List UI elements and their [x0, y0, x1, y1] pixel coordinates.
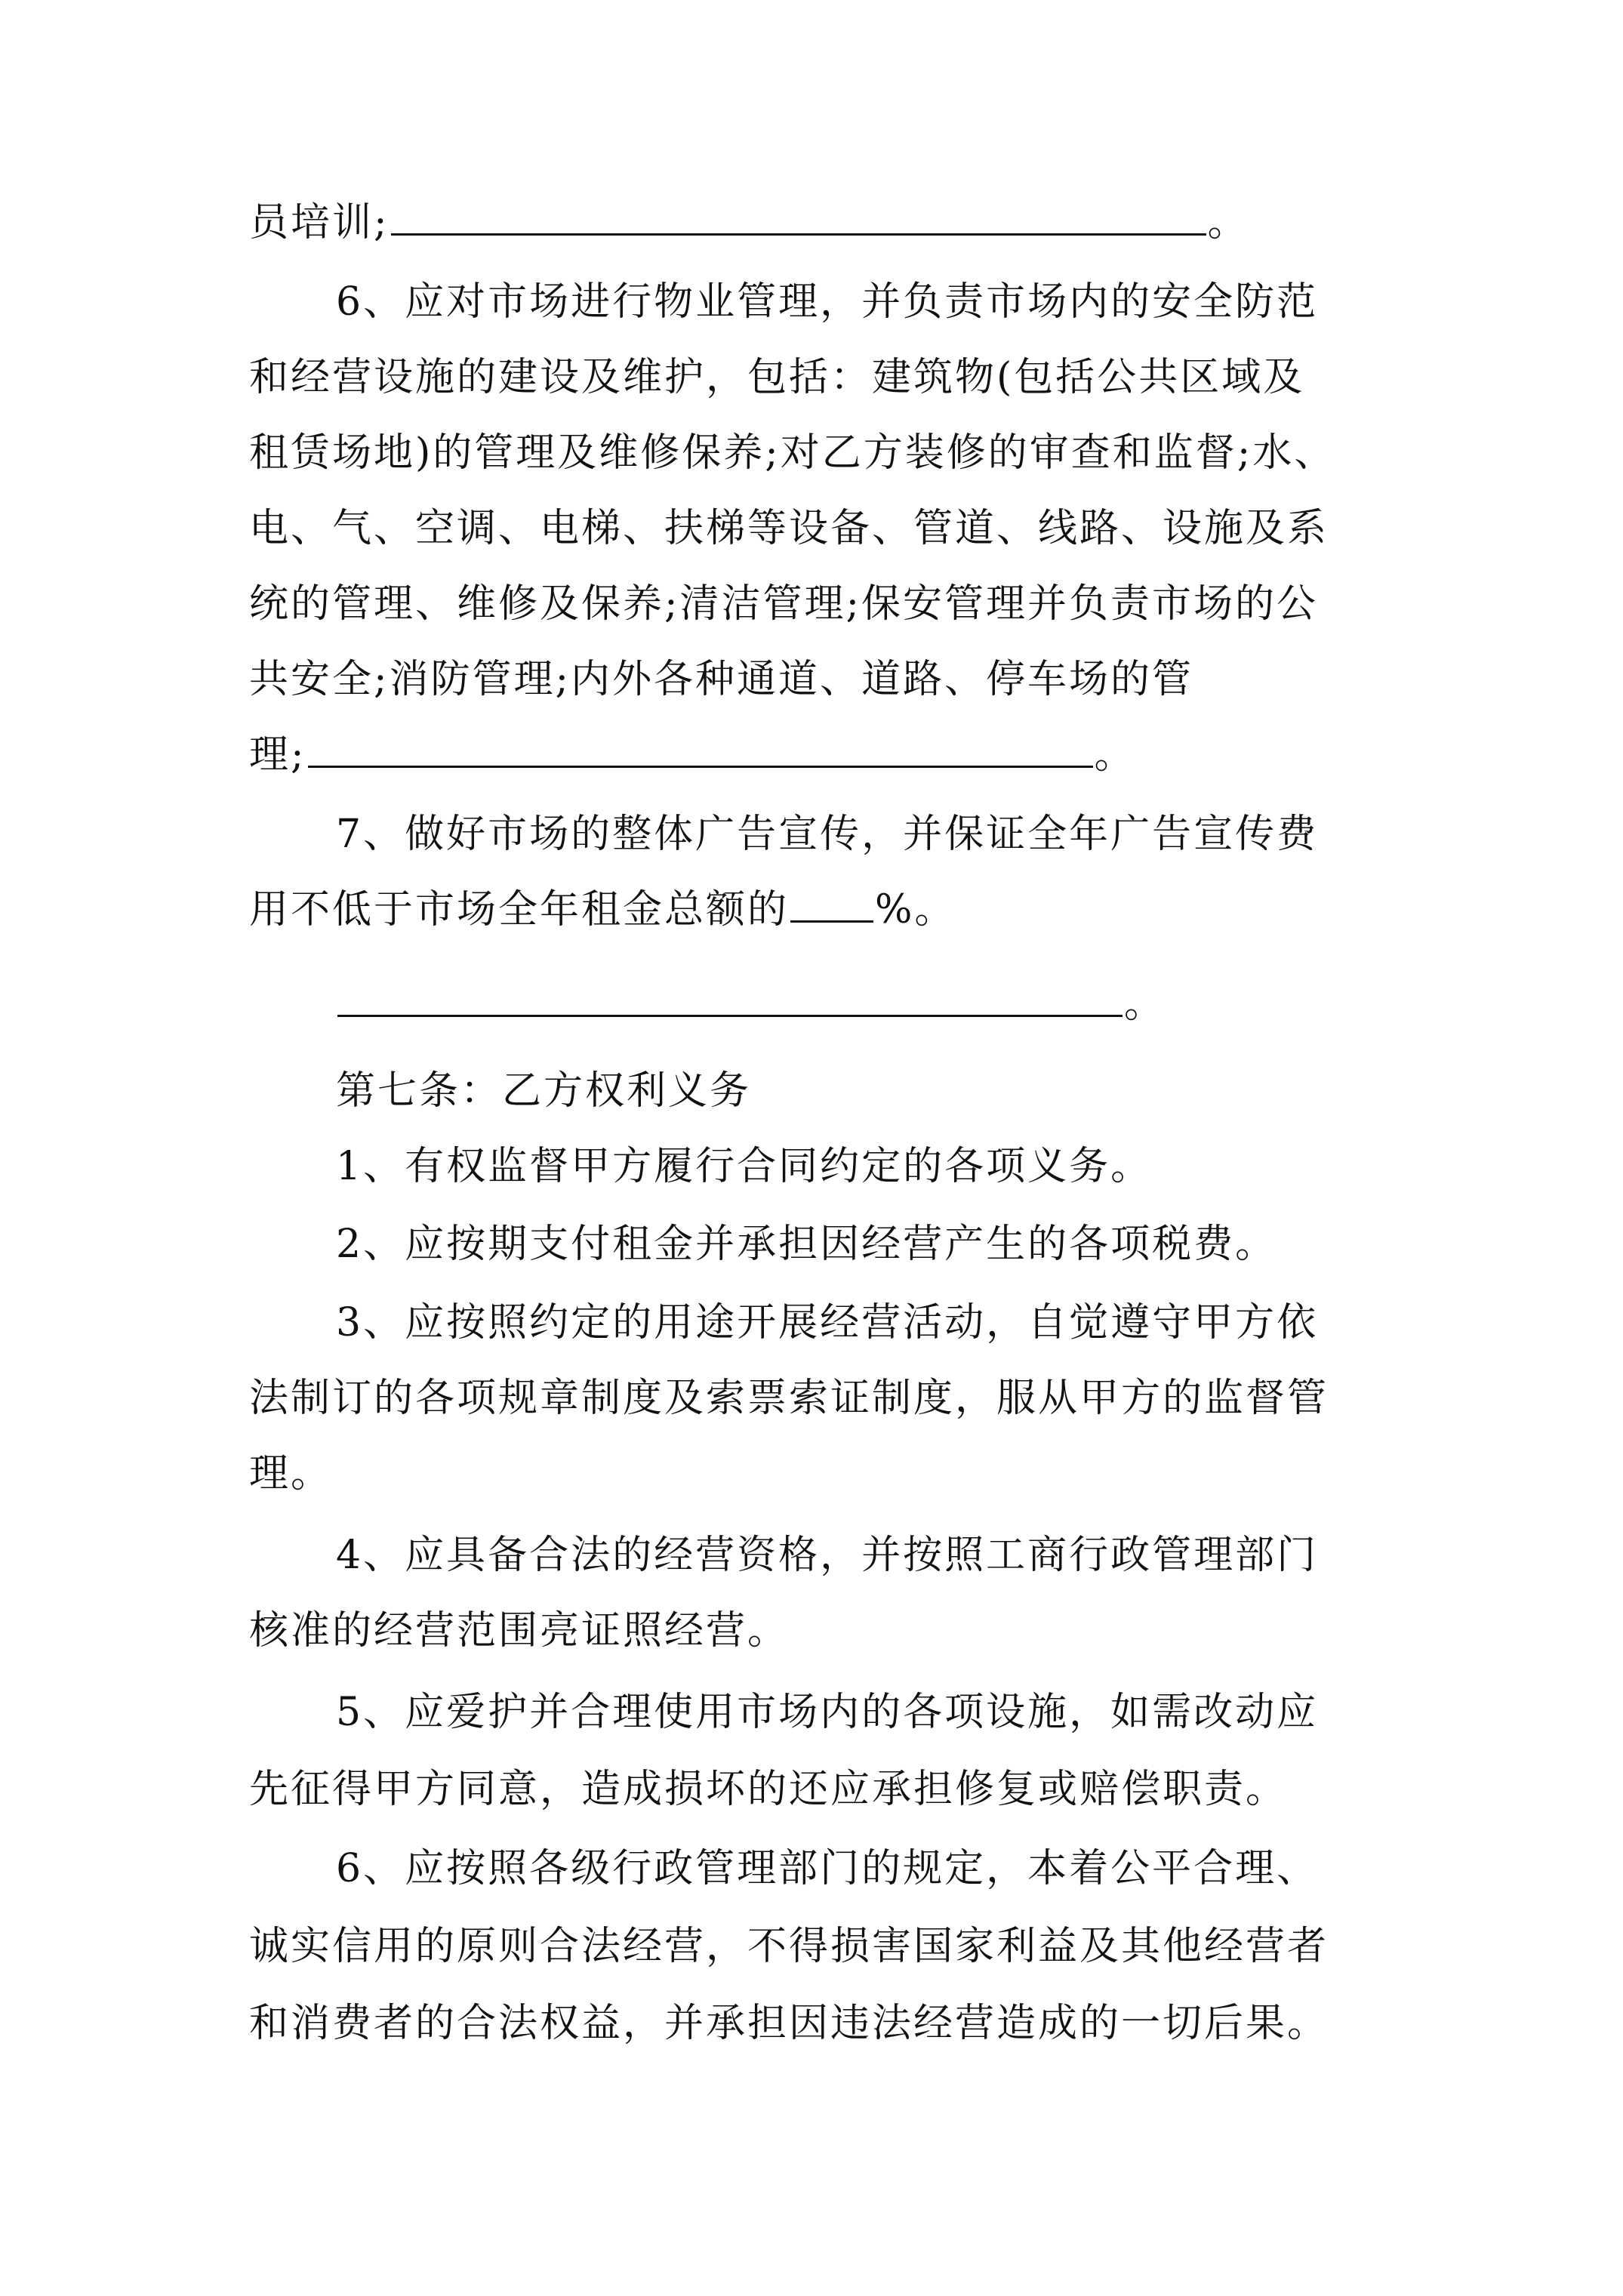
line-text: 。: [1207, 200, 1249, 245]
fill-in-blank: [337, 974, 1123, 1017]
text-line: 电、气、空调、电梯、扶梯等设备、管道、线路、设施及系: [249, 506, 1329, 551]
line-text: %。: [875, 887, 956, 932]
text-line: 4、应具备合法的经营资格，并按照工商行政管理部门: [336, 1533, 1319, 1578]
text-line: [249, 725, 1136, 785]
text-line: 理。: [249, 1451, 333, 1496]
text-line: [249, 193, 1249, 253]
fill-in-blank: [790, 880, 873, 923]
text-line: 和消费者的合法权益，并承担因违法经营造成的一切后果。: [249, 2001, 1329, 2046]
text-line: 2、应按期支付租金并承担因经营产生的各项税费。: [336, 1222, 1277, 1267]
line-text: 。: [1124, 982, 1166, 1027]
line-text: 。: [1094, 732, 1136, 778]
text-line: 6、应对市场进行物业管理，并负责市场内的安全防范: [336, 279, 1319, 325]
text-line: 租赁场地)的管理及维修保养;对乙方装修的审查和监督;水、: [249, 430, 1336, 476]
text-line: 1、有权监督甲方履行合同约定的各项义务。: [336, 1144, 1153, 1189]
text-line: 统的管理、维修及保养;清洁管理;保安管理并负责市场的公: [249, 581, 1319, 627]
text-line: 法制订的各项规章制度及索票索证制度，服从甲方的监督管: [249, 1376, 1329, 1421]
text-line: 共安全;消防管理;内外各种通道、道路、停车场的管: [249, 657, 1194, 702]
fill-in-blank: [308, 725, 1093, 768]
text-line: 7、做好市场的整体广告宣传，并保证全年广告宣传费: [336, 812, 1319, 857]
text-line: 和经营设施的建设及维护，包括：建筑物(包括公共区域及: [249, 355, 1305, 400]
text-line: 3、应按照约定的用途开展经营活动，自觉遵守甲方依: [336, 1300, 1319, 1345]
text-line: 诚实信用的原则合法经营，不得损害国家利益及其他经营者: [249, 1924, 1329, 1969]
text-line: 5、应爱护并合理使用市场内的各项设施，如需改动应: [336, 1690, 1319, 1735]
text-line: [336, 974, 1166, 1034]
text-line: [249, 880, 956, 940]
line-text: 用不低于市场全年租金总额的: [249, 887, 790, 932]
text-line: 6、应按照各级行政管理部门的规定，本着公平合理、: [336, 1846, 1319, 1891]
section-heading: 第七条：乙方权利义务: [336, 1068, 752, 1114]
line-text: 理;: [249, 732, 306, 778]
line-text: 员培训;: [249, 200, 390, 245]
text-line: 先征得甲方同意，造成损坏的还应承担修复或赔偿职责。: [249, 1767, 1288, 1812]
text-line: 核准的经营范围亮证照经营。: [249, 1608, 790, 1653]
fill-in-blank: [391, 193, 1206, 236]
